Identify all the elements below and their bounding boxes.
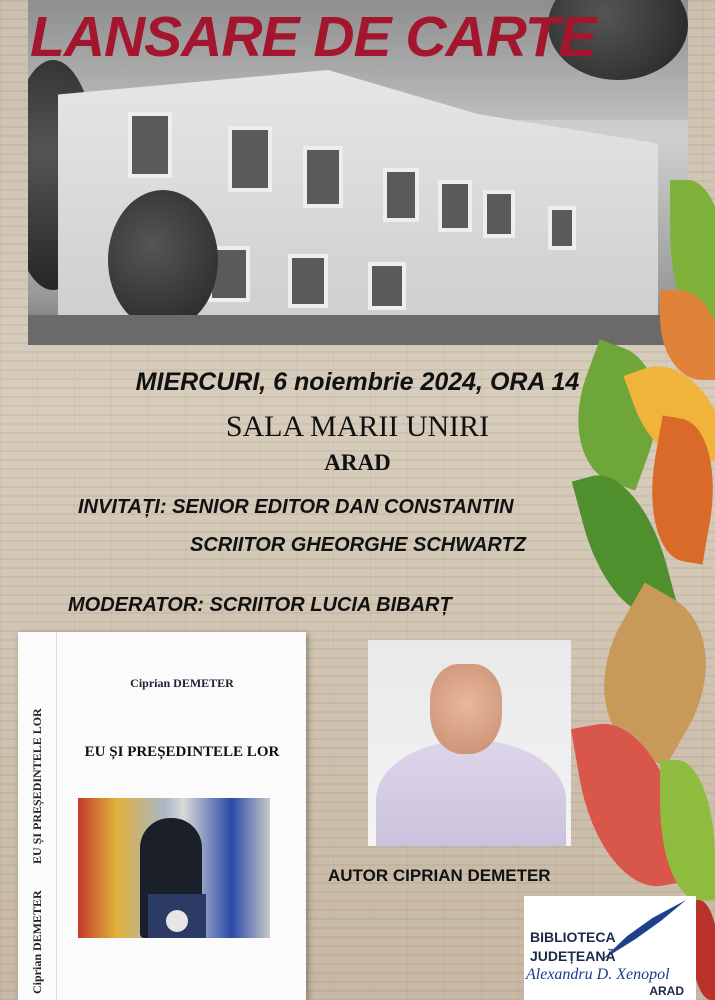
library-logo — [524, 896, 696, 1000]
book-cover-image — [78, 798, 270, 938]
portrait-body — [376, 740, 566, 846]
moderator-line: MODERATOR: SCRIITOR LUCIA BIBARȚ — [68, 594, 452, 616]
window — [128, 112, 172, 178]
author-caption: AUTOR CIPRIAN DEMETER — [328, 866, 551, 885]
event-date-time: MIERCURI, 6 noiembrie 2024, ORA 14 — [135, 368, 580, 396]
street — [28, 315, 688, 345]
guests-line-1: INVITAȚI: SENIOR EDITOR DAN CONSTANTIN — [78, 496, 514, 518]
library-line-3: Alexandru D. Xenopol — [526, 966, 670, 983]
window — [228, 126, 272, 192]
event-city: ARAD — [324, 450, 391, 475]
window — [383, 168, 419, 222]
tree-front — [108, 190, 218, 330]
window — [288, 254, 328, 308]
book-author: Ciprian DEMETER — [130, 676, 234, 690]
book-cover — [18, 632, 306, 1000]
portrait-head — [430, 664, 502, 754]
presidential-seal — [166, 910, 188, 932]
book-title: EU ȘI PREȘEDINTELE LOR — [84, 744, 280, 760]
event-venue: SALA MARII UNIRI — [225, 410, 490, 443]
library-line-2: JUDEȚEANĂ — [530, 948, 616, 964]
guests-line-2: SCRIITOR GHEORGHE SCHWARTZ — [190, 534, 526, 556]
page-title: LANSARE DE CARTE — [30, 5, 596, 69]
window — [548, 206, 576, 250]
window — [483, 190, 515, 238]
library-line-4: ARAD — [649, 984, 684, 998]
spine-title: EU ȘI PREȘEDINTELE LOR — [30, 708, 44, 864]
window — [438, 180, 472, 232]
library-line-1: BIBLIOTECA — [530, 929, 616, 945]
spine-author: Ciprian DEMETER — [30, 890, 44, 994]
window — [303, 146, 343, 208]
author-portrait — [368, 640, 571, 846]
window — [368, 262, 406, 310]
